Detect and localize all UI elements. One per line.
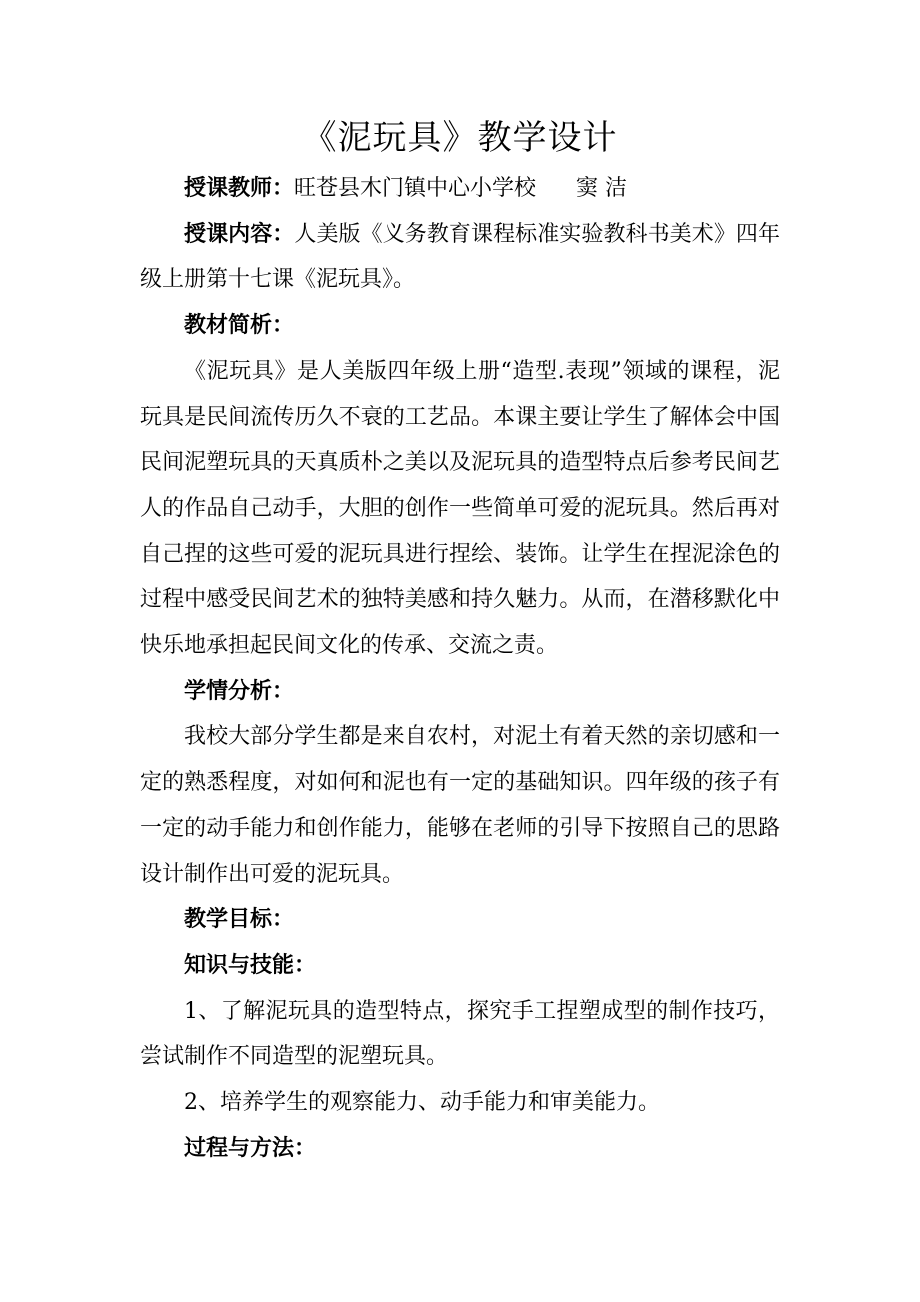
objective-item-2: 2、培养学生的观察能力、动手能力和审美能力。 (184, 1090, 660, 1116)
content-text: 人美版《义务教育课程标准实验教科书美术》四年级上册第十七课《泥玩具》。 (140, 221, 780, 293)
objective-item-1: 1、了解泥玩具的造型特点，探究手工捏塑成型的制作技巧，尝试制作不同造型的泥塑玩具。 (140, 998, 780, 1070)
teacher-name: 窦 洁 (576, 176, 628, 201)
document-title: 《泥玩具》教学设计 (302, 118, 618, 158)
knowledge-skills-heading: 知识与技能： (184, 951, 317, 978)
textbook-analysis-heading: 教材简析： (184, 312, 295, 339)
textbook-analysis-text: 《泥玩具》是人美版四年级上册“造型.表现”领域的课程，泥玩具是民间流传历久不衰的工艺品。本课主要让学生了解体会中国民间泥塑玩具的天真质朴之美以及泥玩具的造型特点后参考民间艺人的作品自己动手，大胆的创作一些简单可爱的泥玩具。然后再对自己捏的这些可爱的泥玩具进行捏绘、装饰。让学生在捏泥涂色的过程中感受民间艺术的独特美感和持久魅力。从而，在潜移默化中快乐地承担起民间文化的传承、交流之责。 (140, 358, 780, 659)
student-analysis-heading: 学情分析： (184, 677, 295, 704)
teacher-line (140, 166, 780, 212)
content-label: 授课内容： (184, 220, 295, 247)
objectives-heading: 教学目标： (184, 906, 295, 933)
process-method-heading: 过程与方法： (184, 1134, 317, 1161)
teacher-label: 授课教师： (184, 175, 295, 201)
document-body (140, 166, 780, 1171)
student-analysis-text: 我校大部分学生都是来自农村，对泥土有着天然的亲切感和一定的熟悉程度，对如何和泥也有一定的基础知识。四年级的孩子有一定的动手能力和创作能力，能够在老师的引导下按照自己的思路设计制作出可爱的泥玩具。 (140, 724, 780, 887)
teacher-school: 旺苍县木门镇中心小学校 (294, 176, 537, 201)
content-paragraph (140, 212, 780, 303)
